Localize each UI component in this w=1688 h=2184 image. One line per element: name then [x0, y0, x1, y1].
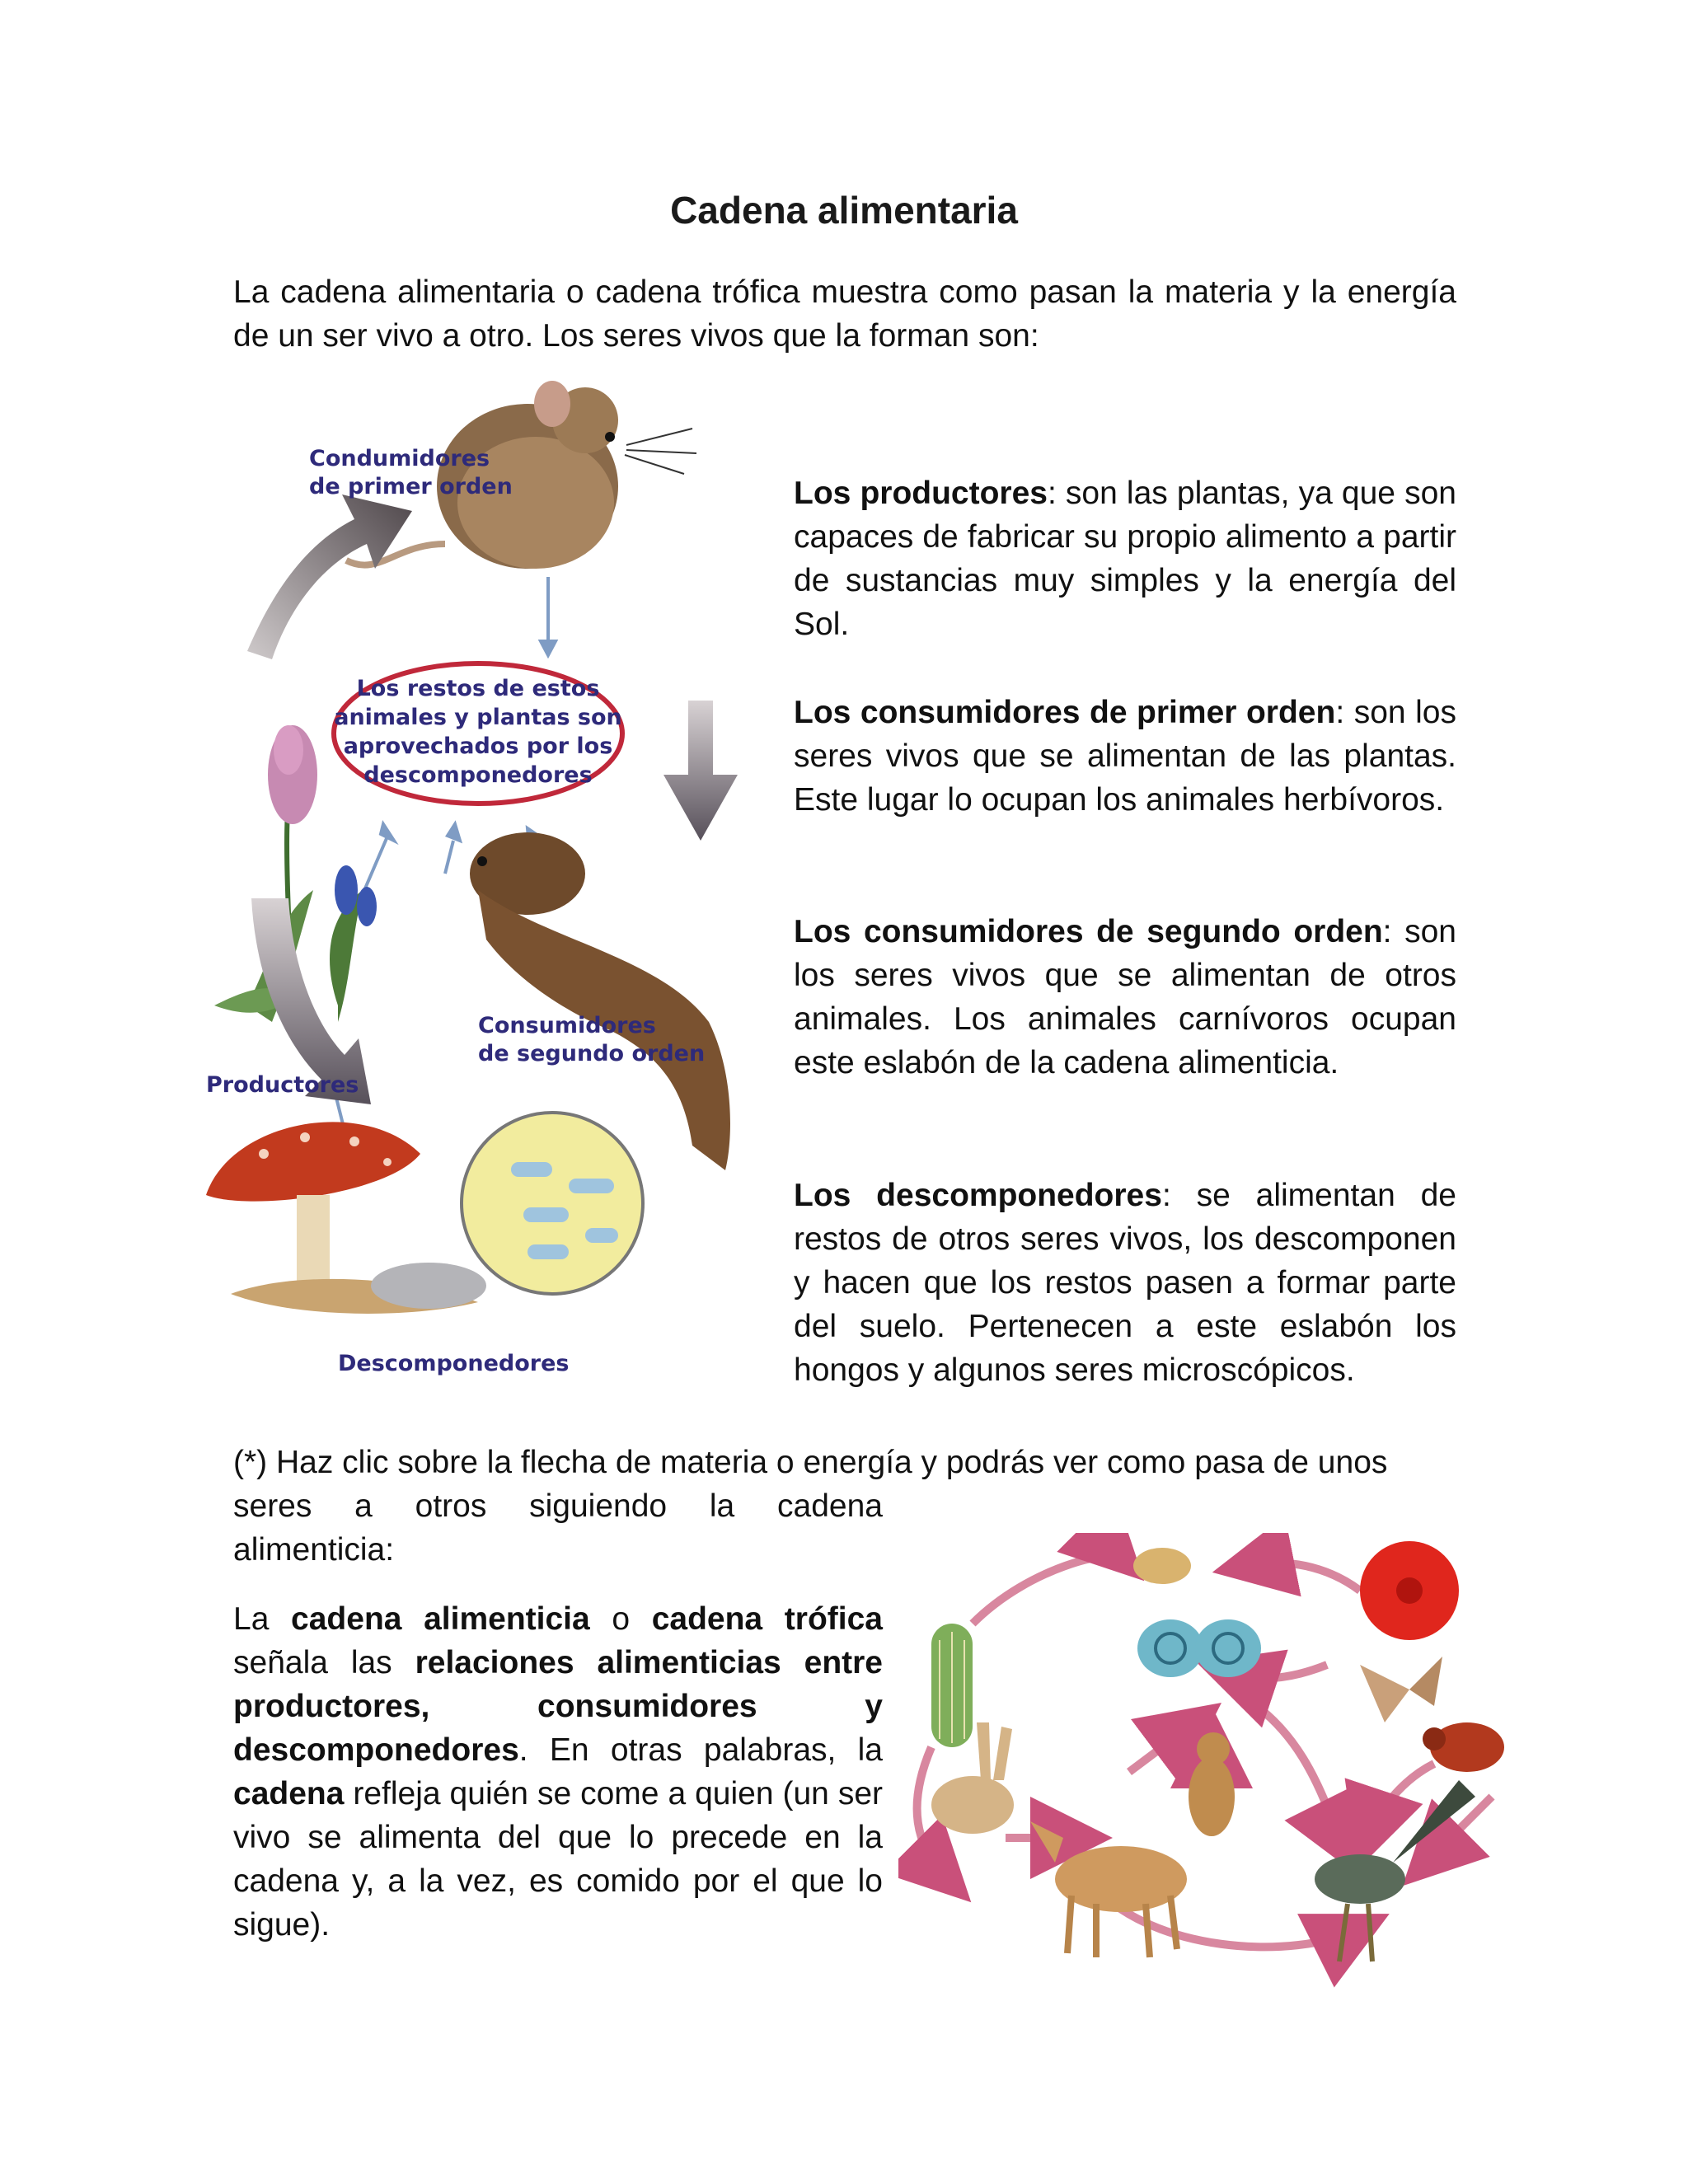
- def-bold-2: cadena trófica: [651, 1601, 883, 1637]
- weasel-icon: [470, 832, 730, 1170]
- label-primer-orden: [309, 445, 513, 501]
- term-consumidores-primer: Los consumidores de primer orden: [794, 695, 1336, 730]
- label-segundo-orden-line1: Consumidores: [478, 1013, 656, 1038]
- label-primer-orden-line2: de primer orden: [309, 474, 513, 499]
- oval-line3: aprovechados por los: [343, 733, 613, 759]
- oval-text: [334, 674, 622, 790]
- def-text-4: . En otras palabras, la: [518, 1732, 883, 1768]
- def-bold-3: relaciones alimenticias entre productores, consumidores y descomponedores: [233, 1645, 883, 1768]
- snake-icon: [1137, 1619, 1261, 1677]
- text-productores: : son las plantas, ya que son capaces de fabricar su propio alimento a partir de sustancias muy simples y la energía del Sol.: [794, 476, 1456, 642]
- coyote-icon: [1030, 1821, 1187, 1957]
- cactus-icon: [931, 1624, 973, 1747]
- food-web-illustration: [898, 1533, 1541, 1994]
- prairie-dog-icon: [1189, 1732, 1235, 1836]
- beetle-icon: [1423, 1722, 1504, 1772]
- note-line3: alimenticia:: [233, 1532, 395, 1568]
- section-descomponedores: [794, 1174, 1456, 1392]
- food-chain-illustration: [198, 379, 775, 1418]
- bacteria-icon: [462, 1113, 643, 1294]
- text-descomponedores: : se alimentan de restos de otros seres vivos, los descomponen y hacen que los restos pasen a formar parte del suelo. Pertenecen a este eslabón los hongos y algunos seres microscópicos.: [794, 1178, 1456, 1388]
- note-line2: seres a otros siguiendo la cadena: [233, 1488, 883, 1524]
- food-web-diagram: [898, 1533, 1541, 1994]
- text-consumidores-primer: : son los seres vivos que se alimentan de las plantas. Este lugar lo ocupan los animales herbívoros.: [794, 695, 1456, 818]
- arrow-down-icon: [663, 701, 738, 841]
- def-text-5: refleja quién se come a quien (un ser vivo se alimenta del que lo precede en la cadena y, a la vez, es comido por el que lo sigue).: [233, 1776, 883, 1943]
- definition-paragraph: [233, 1597, 883, 1947]
- oval-line1: Los restos de estos: [356, 676, 600, 701]
- term-productores: Los productores: [794, 476, 1048, 511]
- mouse-small-icon: [1133, 1548, 1191, 1584]
- label-primer-orden-line1: Condumidores: [309, 446, 490, 471]
- moth-icon: [1360, 1657, 1442, 1722]
- arrow-up-right-icon: [247, 494, 412, 659]
- label-productores: Productores: [206, 1072, 359, 1098]
- def-bold-1: cadena alimenticia: [291, 1601, 590, 1637]
- oval-line2: animales y plantas son: [334, 705, 622, 730]
- oval-line4: descomponedores: [363, 762, 593, 788]
- intro-paragraph: La cadena alimentaria o cadena trófica muestra como pasan la materia y la energía de un ser vivo a otro. Los seres vivos que la forman son:: [233, 274, 1456, 354]
- mushroom-icon: [206, 1122, 486, 1314]
- section-productores: [794, 471, 1456, 646]
- def-text-2: o: [589, 1601, 652, 1637]
- label-segundo-orden-line2: de segundo orden: [478, 1041, 706, 1066]
- section-consumidores-segundo: [794, 910, 1456, 1085]
- note-line1: (*) Haz clic sobre la flecha de materia o energía y podrás ver como pasa de unos: [233, 1445, 1388, 1480]
- page-title: Cadena alimentaria: [670, 189, 1018, 232]
- term-descomponedores: Los descomponedores: [794, 1178, 1162, 1213]
- def-bold-4: cadena: [233, 1776, 345, 1811]
- red-flower-icon: [1360, 1541, 1459, 1640]
- def-text-3: señala las: [233, 1645, 415, 1680]
- section-consumidores-primer: [794, 691, 1456, 822]
- label-segundo-orden: [478, 1012, 705, 1068]
- text-consumidores-segundo: : son los seres vivos que se alimentan de otros animales. Los animales carnívoros ocupan este eslabón de la cadena alimenticia.: [794, 914, 1456, 1080]
- term-consumidores-segundo: Los consumidores de segundo orden: [794, 914, 1383, 949]
- def-text-1: La: [233, 1601, 292, 1637]
- label-descomponedores: Descomponedores: [338, 1351, 570, 1376]
- food-chain-diagram: [198, 379, 775, 1418]
